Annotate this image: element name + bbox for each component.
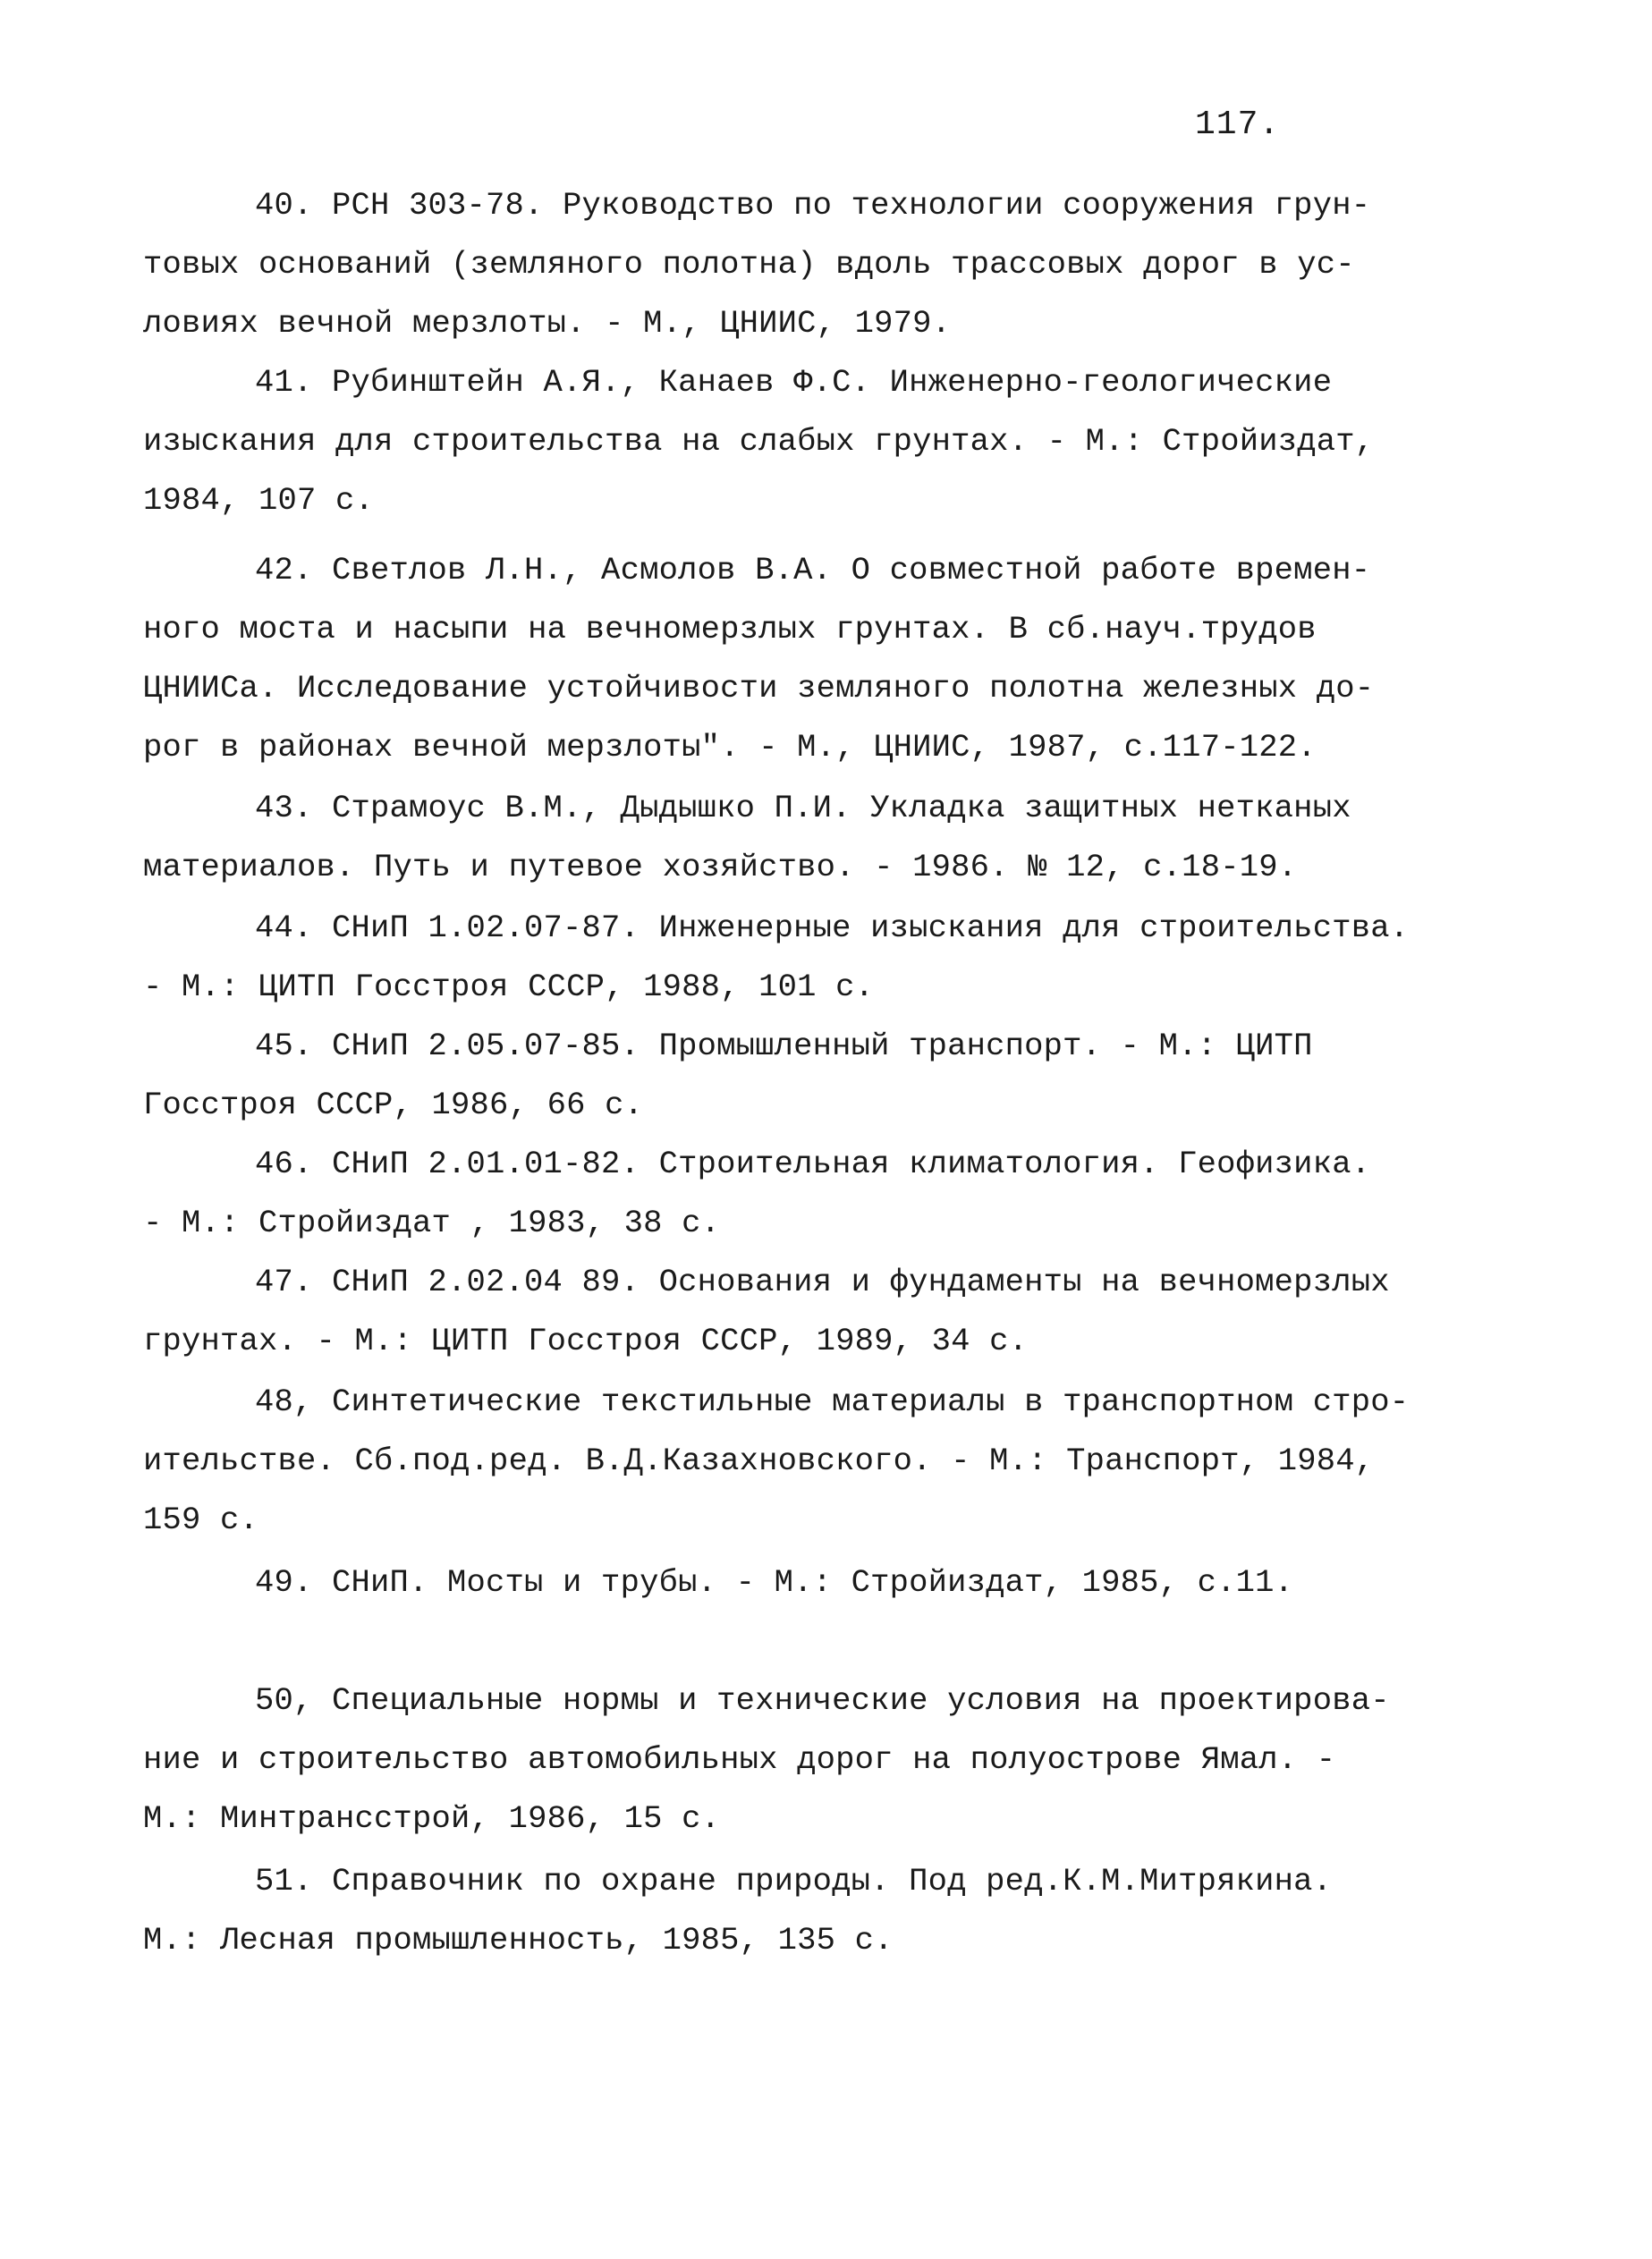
reference-line: 44. СНиП 1.02.07-87. Инженерные изыскания для строительства. (255, 910, 1410, 946)
reference-line: ловиях вечной мерзлоты. - М., ЦНИИС, 1979. (143, 305, 952, 342)
reference-line: - М.: ЦИТП Госстроя СССР, 1988, 101 с. (143, 969, 875, 1005)
reference-line: 41. Рубинштейн А.Я., Канаев Ф.С. Инженерно-геологические (255, 364, 1333, 401)
reference-line: грунтах. - М.: ЦИТП Госстроя СССР, 1989, 34 с. (143, 1323, 1029, 1359)
reference-line: 48, Синтетические текстильные материалы в транспортном стро- (255, 1383, 1410, 1420)
reference-line: 47. СНиП 2.02.04 89. Основания и фундаменты на вечномерзлых (255, 1264, 1390, 1300)
reference-line: ЦНИИСа. Исследование устойчивости земляного полотна железных до- (143, 670, 1375, 706)
reference-line: 51. Справочник по охране природы. Под ред.К.М.Митрякина. (255, 1863, 1333, 1899)
reference-line: 159 с. (143, 1502, 259, 1538)
reference-line: товых оснований (земляного полотна) вдоль трассовых дорог в ус- (143, 246, 1355, 283)
reference-line: 49. СНиП. Мосты и трубы. - М.: Стройиздат, 1985, с.11. (255, 1564, 1294, 1601)
reference-line: М.: Лесная промышленность, 1985, 135 с. (143, 1922, 894, 1959)
reference-line: 42. Светлов Л.Н., Асмолов В.А. О совместной работе времен- (255, 552, 1371, 588)
reference-line: 46. СНиП 2.01.01-82. Строительная климатология. Геофизика. (255, 1146, 1371, 1182)
reference-line: изыскания для строительства на слабых грунтах. - М.: Стройиздат, (143, 423, 1375, 460)
reference-line: Госстроя СССР, 1986, 66 с. (143, 1087, 644, 1123)
reference-line: ние и строительство автомобильных дорог на полуострове Ямал. - (143, 1741, 1336, 1778)
reference-line: материалов. Путь и путевое хозяйство. - 1986. № 12, с.18-19. (143, 849, 1298, 885)
reference-line: 1984, 107 с. (143, 482, 375, 519)
reference-line: 40. РСН 303-78. Руководство по технологии сооружения грун- (255, 187, 1371, 224)
reference-line: рог в районах вечной мерзлоты". - М., ЦНИИС, 1987, с.117-122. (143, 729, 1317, 766)
reference-line: М.: Минтрансстрой, 1986, 15 с. (143, 1800, 721, 1837)
reference-line: ительстве. Сб.под.ред. В.Д.Казахновского. - М.: Транспорт, 1984, (143, 1443, 1375, 1479)
page-number: 117. (1195, 106, 1281, 144)
reference-line: 45. СНиП 2.05.07-85. Промышленный транспорт. - М.: ЦИТП (255, 1028, 1313, 1064)
reference-line: - М.: Стройиздат , 1983, 38 с. (143, 1205, 721, 1241)
reference-line: ного моста и насыпи на вечномерзлых грунтах. В сб.науч.трудов (143, 611, 1317, 647)
reference-line: 43. Страмоус В.М., Дыдышко П.И. Укладка защитных нетканых (255, 790, 1351, 826)
reference-line: 50, Специальные нормы и технические условия на проектирова- (255, 1682, 1390, 1719)
